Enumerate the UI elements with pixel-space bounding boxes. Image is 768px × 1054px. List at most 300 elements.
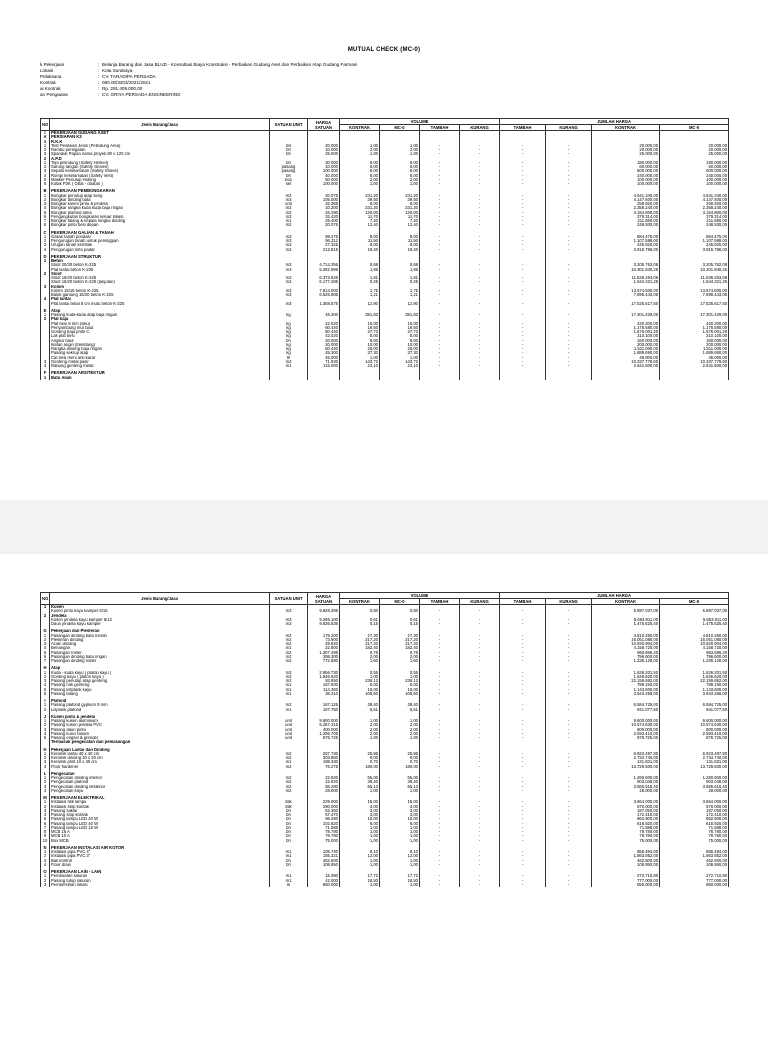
header-jml-kurang: KURANG xyxy=(546,125,592,131)
row-unit: m2 xyxy=(270,211,308,215)
row-item: PEKERJAAN LAIN - LAIN xyxy=(50,870,270,874)
row-jml-tambah: - xyxy=(500,638,546,642)
header-jml-tambah: TAMBAH xyxy=(500,599,546,605)
row-unit: pasang xyxy=(270,165,308,169)
row-vol-tambah: - xyxy=(420,356,460,360)
row-vol-mc0: 27,30 xyxy=(380,634,420,638)
row-no: M xyxy=(41,796,50,800)
row-no: 9 xyxy=(41,834,50,838)
row-jml-tambah: - xyxy=(500,280,546,284)
row-jml-kontrak: 5.897.037,00 xyxy=(592,609,660,613)
row-no: B xyxy=(41,189,50,193)
row-vol-mc0: 1,00 xyxy=(380,356,420,360)
row-jml-mc0: 870.000,00 xyxy=(660,805,729,809)
row-vol-mc0: 2,00 xyxy=(380,655,420,659)
row-vol-kurang: - xyxy=(460,343,500,347)
row-unit: m1 xyxy=(270,683,308,687)
row-price: 22.920 xyxy=(308,776,340,780)
row-jml-tambah: - xyxy=(500,723,546,727)
row-item: MCB 16 A xyxy=(50,830,270,834)
row-vol-kurang: - xyxy=(460,813,500,817)
row-vol-kontrak: 2,00 xyxy=(340,732,380,736)
row-unit: m2 xyxy=(270,780,308,784)
row-item: Pembersihan lokasi xyxy=(50,883,270,887)
row-jml-kontrak: 272.710,80 xyxy=(592,874,660,878)
row-vol-tambah: - xyxy=(420,347,460,351)
row-vol-mc0: 217,20 xyxy=(380,642,420,646)
row-jml-mc0: 10.820.904,00 xyxy=(660,642,729,646)
row-no: 3 xyxy=(41,152,50,156)
row-price: 26.290 xyxy=(308,211,340,215)
header-volume: VOLUME xyxy=(340,119,500,125)
row-jml-tambah: - xyxy=(500,634,546,638)
row-vol-kurang: - xyxy=(460,688,500,692)
row-no: 1 xyxy=(41,634,50,638)
row-jml-kontrak: 796.600,00 xyxy=(592,655,660,659)
row-no: 2 xyxy=(41,198,50,202)
row-jml-mc0: 7.896.443,06 xyxy=(660,293,729,297)
row-jml-kontrak: 1.178.580,00 xyxy=(592,326,660,330)
row-vol-kurang: - xyxy=(460,854,500,858)
row-vol-tambah: - xyxy=(420,859,460,863)
row-price: 100.000 xyxy=(308,182,340,186)
row-jml-mc0: 17.525.617,50 xyxy=(660,302,729,306)
row-price: 157.830 xyxy=(308,683,340,687)
row-vol-kurang: - xyxy=(460,235,500,239)
row-jml-mc0: 20.000,00 xyxy=(660,144,729,148)
row-jml-tambah: - xyxy=(500,364,546,368)
row-vol-tambah: - xyxy=(420,655,460,659)
row-jml-kurang: - xyxy=(546,785,592,789)
row-jml-mc0: 1.107.588,00 xyxy=(660,239,729,243)
row-jml-kurang: - xyxy=(546,809,592,813)
table-row xyxy=(41,883,729,887)
row-unit: m2 xyxy=(270,679,308,683)
row-vol-kurang: - xyxy=(460,198,500,202)
row-vol-kontrak: 12,00 xyxy=(340,854,380,858)
row-jml-mc0: 200.000,00 xyxy=(660,343,729,347)
row-jml-tambah: - xyxy=(500,736,546,740)
row-no: 2 xyxy=(41,317,50,321)
row-no: 1 xyxy=(41,259,50,263)
meta-colon: : xyxy=(98,86,100,92)
row-vol-kontrak: 236,12 xyxy=(340,679,380,683)
row-unit: m2 xyxy=(270,638,308,642)
row-vol-mc0: 1,00 xyxy=(380,182,420,186)
row-jml-tambah: - xyxy=(500,692,546,696)
row-no: 7 xyxy=(41,659,50,663)
row-vol-kontrak: 0,61 xyxy=(340,618,380,622)
row-jml-tambah: - xyxy=(500,817,546,821)
row-no: 6 xyxy=(41,822,50,826)
row-jml-mc0: 993.696,20 xyxy=(660,651,729,655)
header-jumlah: JUMLAH HARGA xyxy=(500,119,729,125)
row-jml-kurang: - xyxy=(546,165,592,169)
row-vol-kontrak: 231,20 xyxy=(340,194,380,198)
row-vol-tambah: - xyxy=(420,683,460,687)
row-jml-kontrak: 25.000,00 xyxy=(592,152,660,156)
row-item: Plat lantai xyxy=(50,297,270,301)
row-price: 42.020 xyxy=(308,322,340,326)
row-jml-tambah: - xyxy=(500,809,546,813)
row-jml-kontrak: 60.000,00 xyxy=(592,165,660,169)
row-vol-mc0: 1,75 xyxy=(380,289,420,293)
row-jml-mc0: 1.846.620,00 xyxy=(660,675,729,679)
row-item: Plesteran dinding xyxy=(50,638,270,642)
row-unit: m3 xyxy=(270,302,308,306)
row-jml-kurang: - xyxy=(546,708,592,712)
row-vol-mc0: 10,00 xyxy=(380,817,420,821)
row-jml-kontrak: 13.674.500,00 xyxy=(592,289,660,293)
row-jml-kurang: - xyxy=(546,634,592,638)
row-jml-mc0: 3.205.762,08 xyxy=(660,263,729,267)
row-item: Pengecatan dinding eksterior xyxy=(50,785,270,789)
row-vol-kurang: - xyxy=(460,360,500,364)
row-item: Kolom 15/15 beton K-225 xyxy=(50,289,270,293)
row-jml-kontrak: 78.780,00 xyxy=(592,830,660,834)
row-unit: titik xyxy=(270,800,308,804)
row-vol-kontrak: 12,90 xyxy=(340,302,380,306)
row-vol-tambah: - xyxy=(420,293,460,297)
row-vol-kurang: - xyxy=(460,169,500,173)
row-jml-kontrak: 856.494,00 xyxy=(592,850,660,854)
row-vol-kurang: - xyxy=(460,765,500,769)
document-title: MUTUAL CHECK (MC-0) xyxy=(347,47,421,53)
row-vol-kurang: - xyxy=(460,679,500,683)
row-vol-tambah: - xyxy=(420,703,460,707)
row-no: 4 xyxy=(41,206,50,210)
row-vol-tambah: - xyxy=(420,169,460,173)
meta-value: CV. GRIYA PERSADA ENGINEERING xyxy=(102,92,181,98)
row-vol-tambah: - xyxy=(420,659,460,663)
row-item: Sarung tangan (Safety Gloves) xyxy=(50,165,270,169)
row-jml-kontrak: 2.593.410,00 xyxy=(592,732,660,736)
row-jml-kontrak: 3.915.796,00 xyxy=(592,248,660,252)
row-no: 2 xyxy=(41,675,50,679)
row-unit: kg xyxy=(270,351,308,355)
row-item: Pasang stop kontak xyxy=(50,813,270,817)
row-vol-mc0: 1,00 xyxy=(380,859,420,863)
row-price: 10.000 xyxy=(308,148,340,152)
row-jml-kontrak: 1.511.000,00 xyxy=(592,347,660,351)
row-jml-kurang: - xyxy=(546,789,592,793)
row-jml-mc0: 240.000,00 xyxy=(660,174,729,178)
row-jml-tambah: - xyxy=(500,165,546,169)
row-jml-tambah: - xyxy=(500,805,546,809)
row-price: 10.000 xyxy=(308,165,340,169)
row-price: 1.846.620 xyxy=(308,675,340,679)
header-no: NO xyxy=(41,593,50,605)
row-unit: m3 xyxy=(270,289,308,293)
row-jml-mc0: 28.000,00 xyxy=(660,789,729,793)
row-jml-kurang: - xyxy=(546,780,592,784)
row-item: Box MCB xyxy=(50,839,270,843)
row-jml-kontrak: 3.665.516,40 xyxy=(592,785,660,789)
header-vol-kontrak: KONTRAK xyxy=(340,125,380,131)
row-item: Pengecatan plafond xyxy=(50,780,270,784)
row-price: 6.525.986 xyxy=(308,293,340,297)
row-jml-mc0: 941.077,50 xyxy=(660,708,729,712)
row-jml-tambah: - xyxy=(500,850,546,854)
header-vol-tambah: TAMBAH xyxy=(420,599,460,605)
row-item: Pasangan dinding bata merah xyxy=(50,634,270,638)
row-price: 9.600.000 xyxy=(308,719,340,723)
row-jml-kontrak: 6.923.497,80 xyxy=(592,752,660,756)
row-unit: m2 xyxy=(270,642,308,646)
row-vol-tambah: - xyxy=(420,152,460,156)
row-vol-kurang: - xyxy=(460,780,500,784)
row-item: PERSIAPAN K3 xyxy=(50,135,270,139)
row-jml-kurang: - xyxy=(546,343,592,347)
row-jml-kurang: - xyxy=(546,732,592,736)
row-jml-kurang: - xyxy=(546,688,592,692)
row-item: Pasangan roster xyxy=(50,651,270,655)
row-jml-tambah: - xyxy=(500,268,546,272)
row-jml-kurang: - xyxy=(546,834,592,838)
row-no: 3 xyxy=(41,760,50,764)
meta-value: Rp. 291.409.000,00 xyxy=(102,86,143,92)
row-no: 3 xyxy=(41,728,50,732)
row-vol-kurang: - xyxy=(460,280,500,284)
row-jml-tambah: - xyxy=(500,243,546,247)
row-jml-kurang: - xyxy=(546,618,592,622)
row-unit: bh xyxy=(270,174,308,178)
row-unit: bh xyxy=(270,826,308,830)
row-jml-kurang: - xyxy=(546,322,592,326)
row-price: 4.714.356 xyxy=(308,263,340,267)
row-jml-kontrak: 258.920,00 xyxy=(592,202,660,206)
row-no: 4 xyxy=(41,732,50,736)
row-vol-kurang: - xyxy=(460,219,500,223)
row-unit: m2 xyxy=(270,703,308,707)
row-vol-kurang: - xyxy=(460,703,500,707)
row-no: 3 xyxy=(41,809,50,813)
row-jml-kurang: - xyxy=(546,651,592,655)
row-jml-kontrak: 211.680,00 xyxy=(592,219,660,223)
row-jml-kurang: - xyxy=(546,854,592,858)
row-vol-mc0: 108,60 xyxy=(380,692,420,696)
row-vol-mc0: 2,00 xyxy=(380,728,420,732)
document-page-2 xyxy=(0,554,768,1054)
row-item: Pasangan dinding roster xyxy=(50,659,270,663)
row-jml-mc0: 3.154.800,00 xyxy=(660,211,729,215)
row-vol-mc0: 0,15 xyxy=(380,622,420,626)
mutual-check-table-1 xyxy=(40,118,729,380)
row-item: Angkur baut xyxy=(50,339,270,343)
row-jml-kurang: - xyxy=(546,326,592,330)
row-jml-kurang: - xyxy=(546,826,592,830)
row-jml-mc0: 13.729.500,00 xyxy=(660,765,729,769)
row-vol-mc0: 9,00 xyxy=(380,756,420,760)
row-jml-mc0: 616.920,00 xyxy=(660,822,729,826)
row-jml-tambah: - xyxy=(500,659,546,663)
row-item: Keramik lantai 40 x 40 cm xyxy=(50,752,270,756)
row-jml-mc0: 210.100,00 xyxy=(660,334,729,338)
row-vol-kurang: - xyxy=(460,202,500,206)
row-no: 3 xyxy=(41,859,50,863)
row-jml-tambah: - xyxy=(500,148,546,152)
row-vol-kurang: - xyxy=(460,206,500,210)
row-unit: bh xyxy=(270,152,308,156)
row-no: 1 xyxy=(41,144,50,148)
row-item: Benangan xyxy=(50,646,270,650)
project-meta xyxy=(40,62,357,99)
row-jml-kurang: - xyxy=(546,293,592,297)
row-price: 96.312 xyxy=(308,239,340,243)
row-vol-mc0: 18,40 xyxy=(380,248,420,252)
row-jml-kontrak: 10.820.904,00 xyxy=(592,642,660,646)
row-jml-kurang: - xyxy=(546,692,592,696)
row-jml-kontrak: 13.729.500,00 xyxy=(592,765,660,769)
row-price: 45.300 xyxy=(308,351,340,355)
row-jml-kontrak: 1.143.600,00 xyxy=(592,688,660,692)
row-vol-tambah: - xyxy=(420,174,460,178)
row-jml-tambah: - xyxy=(500,322,546,326)
row-price: 7.814.000 xyxy=(308,289,340,293)
row-jml-tambah: - xyxy=(500,760,546,764)
row-vol-mc0: 1,81 xyxy=(380,276,420,280)
row-item: Pasangan dinding bata ringan xyxy=(50,655,270,659)
row-no: 4 xyxy=(41,789,50,793)
row-unit: m1 xyxy=(270,854,308,858)
row-item: Instalasi pipa PVC 3" xyxy=(50,854,270,858)
row-jml-mc0: 379.314,00 xyxy=(660,215,729,219)
row-vol-tambah: - xyxy=(420,642,460,646)
row-jml-mc0: 108.950,00 xyxy=(660,863,729,867)
row-jml-kurang: - xyxy=(546,655,592,659)
row-vol-kontrak: 8,10 xyxy=(340,850,380,854)
row-jml-kontrak: 600.000,00 xyxy=(592,169,660,173)
meta-colon: : xyxy=(98,80,100,86)
row-unit: m1 xyxy=(270,760,308,764)
row-item: Masker Penutup Hidung xyxy=(50,178,270,182)
row-jml-mc0: 25.000,00 xyxy=(660,152,729,156)
row-vol-kontrak: 5,00 xyxy=(340,334,380,338)
meta-colon: : xyxy=(98,92,100,98)
row-unit: m1 xyxy=(270,692,308,696)
row-unit: m3 xyxy=(270,293,308,297)
row-no: F xyxy=(41,371,50,375)
row-jml-kurang: - xyxy=(546,364,592,368)
row-no: H xyxy=(41,666,50,670)
row-jml-kontrak: 962.900,00 xyxy=(592,817,660,821)
row-vol-mc0: 0,70 xyxy=(380,760,420,764)
row-unit: m2 xyxy=(270,785,308,789)
row-price: 45.300 xyxy=(308,313,340,317)
row-jml-kontrak: 187.050,00 xyxy=(592,809,660,813)
header-satuan: SATUAN UNIT xyxy=(270,119,308,131)
row-vol-tambah: - xyxy=(420,883,460,887)
row-jml-kontrak: 1.676.001,20 xyxy=(592,330,660,334)
row-jml-mc0: 16.051.080,00 xyxy=(660,638,729,642)
row-item: Plat baja xyxy=(50,317,270,321)
row-jml-kurang: - xyxy=(546,223,592,227)
row-item: Batu Alam xyxy=(50,376,270,380)
row-vol-kurang: - xyxy=(460,330,500,334)
row-vol-mc0: 2,00 xyxy=(380,148,420,152)
row-vol-tambah: - xyxy=(420,302,460,306)
row-jml-mc0: 6.923.497,80 xyxy=(660,752,729,756)
row-jml-kurang: - xyxy=(546,703,592,707)
row-vol-mc0: 10,00 xyxy=(380,343,420,347)
row-jml-kontrak: 75.000,00 xyxy=(592,839,660,843)
row-unit: ls xyxy=(270,883,308,887)
row-item: Pekerjaan dan Plesteran xyxy=(50,629,270,633)
row-no: 1 xyxy=(41,719,50,723)
row-no: 2 xyxy=(41,239,50,243)
row-unit: m3 xyxy=(270,671,308,675)
row-vol-mc0: 10,00 xyxy=(380,688,420,692)
row-vol-kurang: - xyxy=(460,651,500,655)
row-vol-kontrak: 10,00 xyxy=(340,322,380,326)
row-vol-kurang: - xyxy=(460,634,500,638)
row-item: Pasang tutup saluran xyxy=(50,879,270,883)
row-vol-kontrak: 10,00 xyxy=(340,688,380,692)
row-no: J xyxy=(41,715,50,719)
row-price: 400.000 xyxy=(308,728,340,732)
row-jml-kontrak: 1.863.852,00 xyxy=(592,854,660,858)
row-vol-tambah: - xyxy=(420,215,460,219)
row-unit: m1 xyxy=(270,874,308,878)
row-no: 1 xyxy=(41,703,50,707)
row-price: 303.860 xyxy=(308,756,340,760)
row-jml-kontrak: 16.051.080,00 xyxy=(592,638,660,642)
row-vol-kontrak: 1,00 xyxy=(340,826,380,830)
row-vol-kurang: - xyxy=(460,334,500,338)
row-vol-mc0: 6,00 xyxy=(380,174,420,178)
row-item: Gording kayu ( plafon kayu ) xyxy=(50,675,270,679)
row-jml-kurang: - xyxy=(546,817,592,821)
document-page-1 xyxy=(0,0,768,500)
row-vol-mc0: 9,00 xyxy=(380,235,420,239)
row-jml-tambah: - xyxy=(500,708,546,712)
row-no: 5 xyxy=(41,178,50,182)
row-unit: m3 xyxy=(270,618,308,622)
row-vol-mc0: 8,00 xyxy=(380,202,420,206)
row-jml-kontrak: 131.831,00 xyxy=(592,760,660,764)
row-jml-kurang: - xyxy=(546,360,592,364)
row-no: 4 xyxy=(41,765,50,769)
row-jml-tambah: - xyxy=(500,800,546,804)
row-jml-kontrak: 10.574.630,00 xyxy=(592,723,660,727)
row-vol-tambah: - xyxy=(420,178,460,182)
row-unit: unit xyxy=(270,719,308,723)
row-no: E xyxy=(41,309,50,313)
row-unit: m2 xyxy=(270,789,308,793)
row-vol-kontrak: 1,00 xyxy=(340,182,380,186)
row-no: 5 xyxy=(41,688,50,692)
row-vol-mc0: 0,68 xyxy=(380,263,420,267)
row-item: Pasang engsel & grendel xyxy=(50,736,270,740)
row-jml-tambah xyxy=(500,376,546,380)
row-vol-mc0: 12,40 xyxy=(380,223,420,227)
row-vol-kurang: - xyxy=(460,356,500,360)
row-vol-tambah: - xyxy=(420,313,460,317)
row-vol-tambah: - xyxy=(420,223,460,227)
row-no: 1 xyxy=(41,776,50,780)
row-vol-mc0: 12,00 xyxy=(380,854,420,858)
row-jml-mc0: 3.665.516,40 xyxy=(660,785,729,789)
row-price: 105.740 xyxy=(308,850,340,854)
row-price: 1.358.575 xyxy=(308,302,340,306)
row-no: 1 xyxy=(41,140,50,144)
row-jml-mc0: 3.915.796,00 xyxy=(660,248,729,252)
row-price: 6.373.626 xyxy=(308,276,340,280)
row-vol-tambah: - xyxy=(420,728,460,732)
row-jml-tambah: - xyxy=(500,879,546,883)
row-vol-kontrak: 9,00 xyxy=(340,756,380,760)
row-item: Pengurugan tanah untuk peninggian xyxy=(50,239,270,243)
